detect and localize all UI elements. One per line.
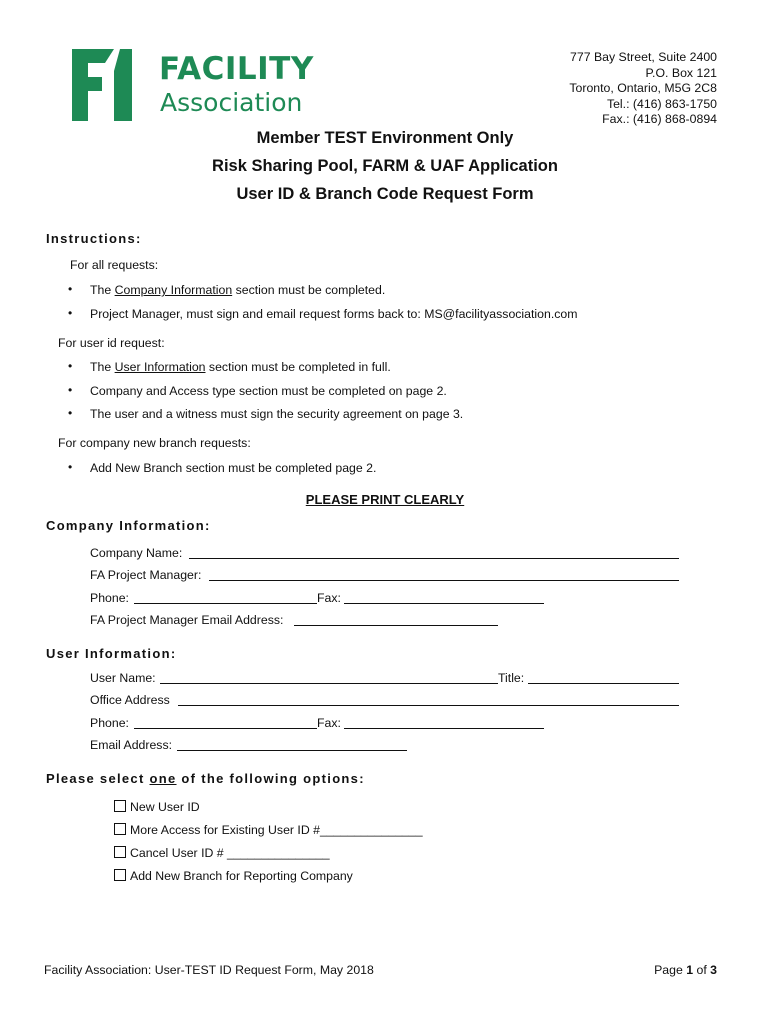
address-line: Tel.: (416) 863-1750 bbox=[606, 96, 717, 111]
user-email-label: Email Address: bbox=[90, 738, 173, 752]
facility-association-logo bbox=[72, 49, 314, 121]
user-email-field[interactable] bbox=[177, 750, 407, 751]
form-title-line1: Member TEST Environment Only bbox=[256, 129, 514, 147]
fa-project-manager-label: FA Project Manager: bbox=[90, 568, 202, 582]
fa-logo-mark-icon bbox=[72, 49, 138, 121]
new-user-id-option-label: New User ID bbox=[130, 800, 200, 814]
user-id-request-label: For user id request: bbox=[58, 336, 165, 350]
form-title-line2: Risk Sharing Pool, FARM & UAF Application bbox=[212, 157, 558, 175]
office-address-field[interactable] bbox=[178, 705, 679, 706]
instruction-item: Add New Branch section must be completed page 2. bbox=[90, 461, 377, 475]
add-new-branch-checkbox[interactable] bbox=[114, 869, 126, 881]
instruction-item: The User Information section must be completed in full. bbox=[90, 360, 391, 374]
user-fax-label: Fax: bbox=[317, 716, 341, 730]
office-address-label: Office Address bbox=[90, 693, 170, 707]
fa-pm-email-field[interactable] bbox=[294, 625, 498, 626]
instruction-item: Company and Access type section must be completed on page 2. bbox=[90, 384, 447, 398]
branch-request-label: For company new branch requests: bbox=[58, 436, 251, 450]
address-line: P.O. Box 121 bbox=[645, 65, 717, 80]
user-fax-field[interactable] bbox=[344, 728, 544, 729]
instruction-item: The Company Information section must be completed. bbox=[90, 283, 386, 297]
fa-pm-email-label: FA Project Manager Email Address: bbox=[90, 613, 284, 627]
footer-page-number: Page 1 of 3 bbox=[654, 963, 717, 977]
bullet-icon: • bbox=[68, 383, 73, 397]
company-phone-label: Phone: bbox=[90, 591, 129, 605]
user-title-field[interactable] bbox=[528, 683, 679, 684]
form-title-line3: User ID & Branch Code Request Form bbox=[236, 185, 534, 203]
instruction-item: The user and a witness must sign the security agreement on page 3. bbox=[90, 407, 464, 421]
user-information-heading: User Information: bbox=[46, 646, 177, 661]
user-name-field[interactable] bbox=[160, 683, 498, 684]
cancel-user-id-checkbox[interactable] bbox=[114, 846, 126, 858]
address-line: Fax.: (416) 868-0894 bbox=[602, 112, 717, 126]
bullet-icon: • bbox=[68, 406, 73, 420]
user-phone-label: Phone: bbox=[90, 716, 129, 730]
company-name-label: Company Name: bbox=[90, 546, 183, 560]
user-name-label: User Name: bbox=[90, 671, 156, 685]
print-clearly-notice: PLEASE PRINT CLEARLY bbox=[305, 492, 465, 507]
new-user-id-checkbox[interactable] bbox=[114, 800, 126, 812]
instructions-heading: Instructions: bbox=[46, 231, 142, 246]
fa-project-manager-field[interactable] bbox=[209, 580, 679, 581]
all-requests-label: For all requests: bbox=[70, 258, 159, 272]
footer-document-name: Facility Association: User-TEST ID Request Form, May 2018 bbox=[44, 963, 374, 977]
bullet-icon: • bbox=[68, 460, 73, 474]
bullet-icon: • bbox=[68, 359, 73, 373]
company-fax-label: Fax: bbox=[317, 591, 341, 605]
options-heading: Please select one of the following options: bbox=[46, 771, 365, 786]
more-access-option-label: More Access for Existing User ID #_______________ bbox=[130, 823, 423, 837]
user-title-label: Title: bbox=[498, 671, 525, 685]
cancel-user-id-option-label: Cancel User ID # _______________ bbox=[130, 846, 330, 860]
address-block bbox=[569, 50, 717, 128]
logo-text-association: Association bbox=[160, 88, 303, 117]
address-line: 777 Bay Street, Suite 2400 bbox=[570, 50, 717, 64]
company-information-link-text: Company Information bbox=[114, 283, 233, 297]
logo-text-facility: FACILITY bbox=[159, 51, 314, 87]
company-phone-field[interactable] bbox=[134, 603, 317, 604]
company-name-field[interactable] bbox=[189, 558, 679, 559]
user-phone-field[interactable] bbox=[134, 728, 317, 729]
more-access-checkbox[interactable] bbox=[114, 823, 126, 835]
company-information-heading: Company Information: bbox=[46, 518, 211, 533]
bullet-icon: • bbox=[68, 282, 73, 296]
bullet-icon: • bbox=[68, 306, 73, 320]
add-new-branch-option-label: Add New Branch for Reporting Company bbox=[130, 869, 353, 883]
company-fax-field[interactable] bbox=[344, 603, 544, 604]
user-information-link-text: User Information bbox=[114, 360, 206, 374]
instruction-item: Project Manager, must sign and email request forms back to: MS@facilityassociation.com bbox=[90, 307, 578, 321]
address-line: Toronto, Ontario, M5G 2C8 bbox=[569, 81, 717, 95]
